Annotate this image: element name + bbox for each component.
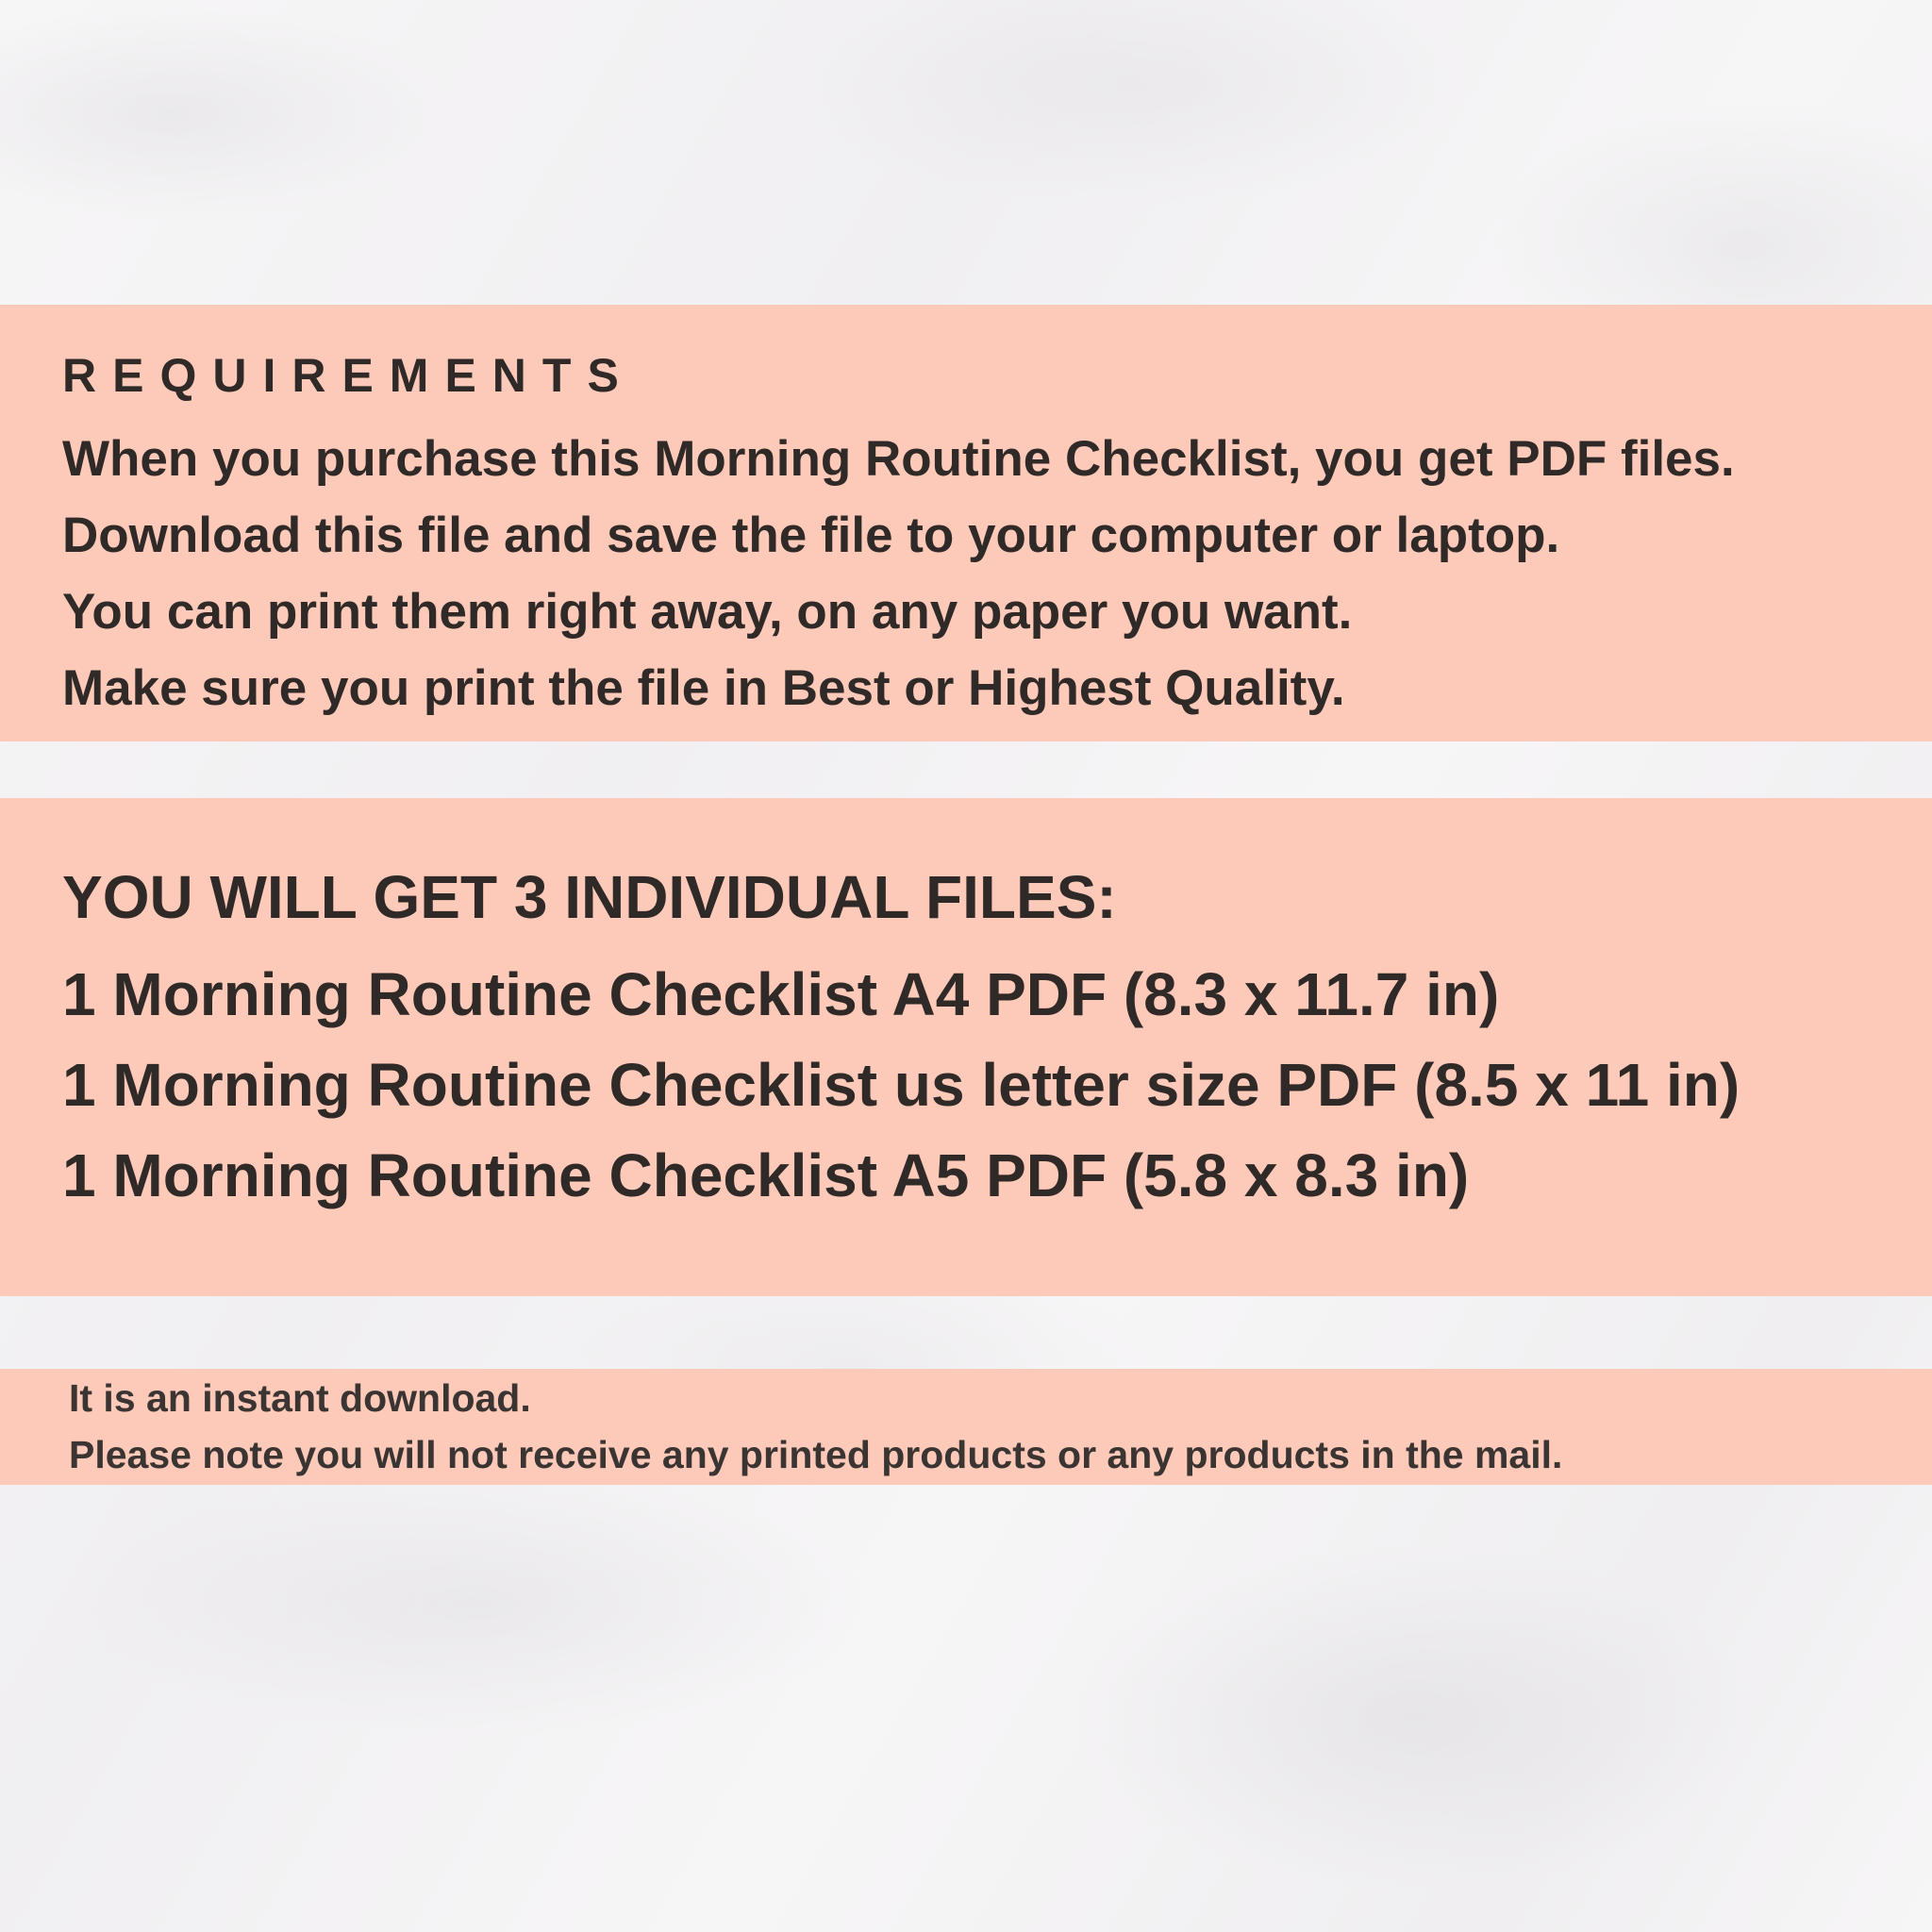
requirements-line: When you purchase this Morning Routine Checklist, you get PDF files. xyxy=(62,431,1735,487)
requirements-text xyxy=(62,421,1735,726)
file-item: 1 Morning Routine Checklist us letter size PDF (8.5 x 11 in) xyxy=(62,1051,1740,1119)
note-line: Please note you will not receive any printed products or any products in the mail. xyxy=(69,1433,1563,1476)
download-note xyxy=(69,1370,1562,1483)
requirements-line: Make sure you print the file in Best or Highest Quality. xyxy=(62,660,1345,716)
requirements-heading: REQUIREMENTS xyxy=(62,349,635,402)
requirements-line: You can print them right away, on any paper you want. xyxy=(62,584,1353,640)
requirements-line: Download this file and save the file to your computer or laptop. xyxy=(62,508,1560,563)
note-line: It is an instant download. xyxy=(69,1376,531,1420)
file-item: 1 Morning Routine Checklist A5 PDF (5.8 x 8.3 in) xyxy=(62,1141,1470,1209)
file-item: 1 Morning Routine Checklist A4 PDF (8.3 x 11.7 in) xyxy=(62,960,1500,1028)
files-list xyxy=(62,949,1740,1221)
files-heading: YOU WILL GET 3 INDIVIDUAL FILES: xyxy=(62,863,1117,931)
